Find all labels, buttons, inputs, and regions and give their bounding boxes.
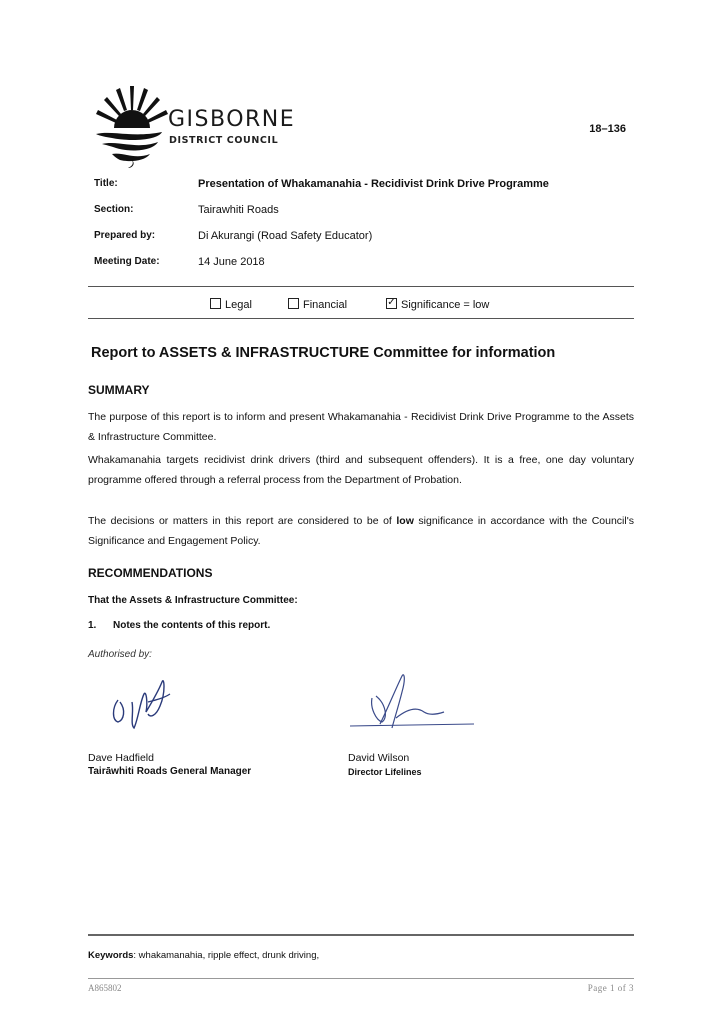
signature-hadfield — [104, 672, 184, 732]
page-number: Page 1 of 3 — [587, 983, 634, 993]
recommendations-intro: That the Assets & Infrastructure Committee: — [88, 595, 298, 606]
prepared-by-value: Di Akurangi (Road Safety Educator) — [198, 230, 373, 242]
document-id: A865802 — [88, 983, 122, 993]
signer-2-name: David Wilson — [348, 752, 410, 764]
council-logo — [92, 80, 332, 170]
keywords-label: Keywords — [88, 950, 134, 961]
legal-check — [210, 298, 252, 311]
financial-label: Financial — [303, 299, 348, 311]
meeting-date-value: 14 June 2018 — [198, 256, 265, 268]
authorised-by-label: Authorised by: — [88, 649, 152, 660]
sunrise-logo-icon — [92, 80, 172, 170]
recommendation-item — [88, 620, 270, 631]
legal-checkbox[interactable] — [210, 298, 221, 309]
significance-label: Significance = low — [401, 299, 490, 311]
keywords-line — [88, 950, 319, 961]
keywords-value: : whakamanahia, ripple effect, drunk driving, — [133, 950, 320, 961]
title-label: Title: — [94, 178, 118, 189]
logo-subtitle: DISTRICT COUNCIL — [169, 135, 279, 146]
divider-bottom — [88, 318, 634, 319]
meta-row-title — [94, 178, 634, 204]
signer-2-title: Director Lifelines — [348, 767, 422, 777]
signature-wilson — [346, 668, 476, 738]
signer-1-title: Tairāwhiti Roads General Manager — [88, 766, 252, 777]
section-value: Tairawhiti Roads — [198, 204, 279, 216]
report-title: Report to ASSETS & INFRASTRUCTURE Committee for information — [91, 345, 556, 361]
recommendation-text: Notes the contents of this report. — [113, 620, 271, 631]
section-label: Section: — [94, 204, 134, 215]
significance-checkbox[interactable] — [386, 298, 397, 309]
significance-check — [386, 298, 489, 311]
financial-checkbox[interactable] — [288, 298, 299, 309]
meta-row-prepared-by — [94, 230, 634, 256]
report-meta-table — [94, 178, 634, 282]
recommendation-number: 1. — [88, 620, 97, 631]
meta-row-section — [94, 204, 634, 230]
divider-top — [88, 286, 634, 287]
meeting-date-label: Meeting Date: — [94, 256, 160, 267]
signer-1-name: Dave Hadfield — [88, 752, 154, 764]
checkmark-icon: ✓ — [387, 297, 396, 308]
prepared-by-label: Prepared by: — [94, 230, 156, 241]
financial-check — [288, 298, 347, 311]
report-reference-number: 18–136 — [589, 123, 626, 135]
recommendations-heading: RECOMMENDATIONS — [88, 566, 213, 580]
summary-paragraph-2: Whakamanahia targets recidivist drink drivers (third and subsequent offenders). It is a free, one day voluntary programme offered through a referral process from the Department of Probation. — [88, 454, 634, 486]
title-value: Presentation of Whakamanahia - Recidivist Drink Drive Programme — [198, 178, 549, 190]
para3-end: significance in accordance with the Council's Significance and Engagement Policy. — [88, 515, 634, 547]
summary-paragraph-1: The purpose of this report is to inform and present Whakamanahia - Recidivist Drink Drive Programme to the Assets & Infrastructure Committee. — [88, 411, 634, 443]
para3-start: The decisions or matters in this report are considered to be of — [88, 515, 397, 527]
page-bottom-divider — [88, 978, 634, 979]
significance-level: low — [396, 515, 414, 527]
summary-heading: SUMMARY — [88, 383, 150, 397]
legal-label: Legal — [225, 299, 252, 311]
logo-wordmark: GISBORNE — [168, 107, 296, 132]
footer-divider — [88, 934, 634, 936]
meta-row-meeting-date — [94, 256, 634, 282]
summary-paragraph-3 — [88, 511, 634, 551]
